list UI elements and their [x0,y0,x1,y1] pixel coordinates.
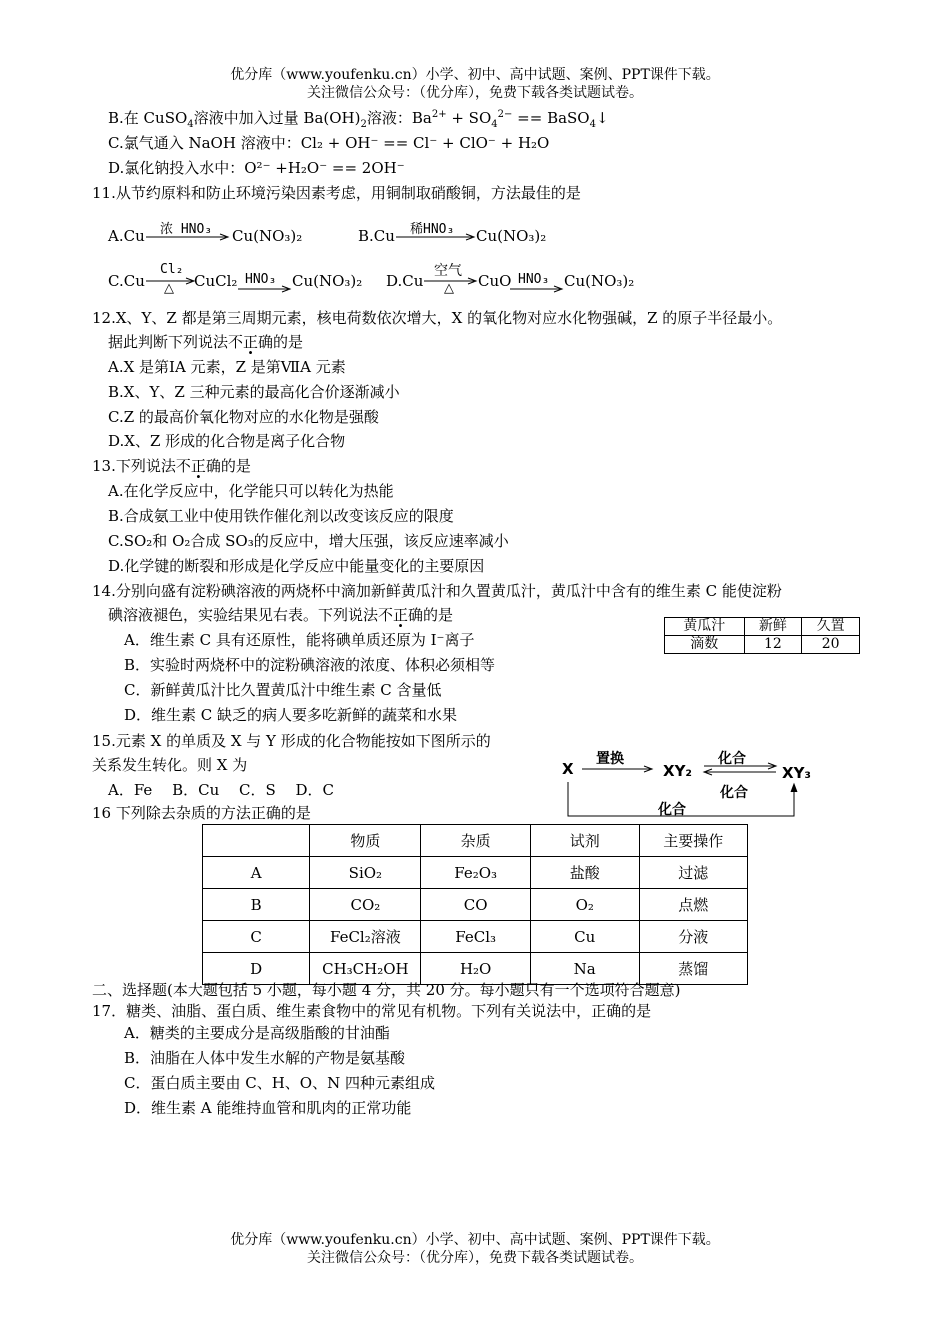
diagram-label-combine-mid: 化合 [720,785,748,801]
table-row [203,889,748,921]
q15-stem: 15.元素 X 的单质及 X 与 Y 形成的化合物能按如下图所示的 [92,732,491,750]
q16-stem: 16 下列除去杂质的方法正确的是 [92,804,311,822]
table-cell: CO [421,889,530,921]
page-footer-line1: 优分库（www.youfenku.cn）小学、初中、高中试题、案例、PPT课件下载。 [230,1232,720,1248]
q10-option-d: D.氯化钠投入水中：O²⁻ +H₂O⁻ == 2OH⁻ [108,159,405,177]
table-cell: Fe₂O₃ [421,857,530,889]
table-cell: D [203,953,310,985]
q14-option-b: B．实验时两烧杯中的淀粉碘溶液的浓度、体积必须相等 [124,656,496,674]
diagram-label-combine-top: 化合 [718,751,746,767]
q11-b-reagent: 稀HNO₃ [410,222,455,237]
q15-stem-line2: 关系发生转化。则 X 为 [92,756,248,774]
q11-d-arrow2-icon [510,284,564,294]
table-header-cell: 杂质 [421,825,530,857]
q11-c-reagent: Cl₂ [160,262,184,277]
section-two-heading: 二、选择题(本大题包括 5 小题，每小题 4 分，共 20 分。每小题只有一个选项符合题意) [92,981,681,999]
diagram-label-replace: 置换 [596,751,624,767]
q11-d-reagent: 空气 [434,263,462,279]
page-header-line2: 关注微信公众号：（优分库），免费下载各类试题试卷。 [307,85,643,101]
q16-table [202,824,748,985]
table-cell: 滴数 [665,636,745,654]
table-header-cell: 物质 [310,825,421,857]
table-cell: Na [530,953,639,985]
q17-option-b: B．油脂在人体中发生水解的产物是氨基酸 [124,1049,406,1067]
q12-option-c: C.Z 的最高价氧化物对应的水化物是强酸 [108,408,379,426]
table-cell: 黄瓜汁 [665,618,745,636]
table-cell: 盐酸 [530,857,639,889]
q12-option-a: A.X 是第ⅠA 元素，Z 是第ⅦA 元素 [108,358,346,376]
q11-a-arrow-icon [146,232,230,242]
q11-c-heat: △ [164,281,174,296]
table-header-cell [203,825,310,857]
q13-option-a: A.在化学反应中，化学能只可以转化为热能 [108,482,394,500]
q11-a-start: A.Cu [108,227,145,245]
q12-option-b: B.X、Y、Z 三种元素的最高化合价逐渐减小 [108,383,400,401]
table-cell: B [203,889,310,921]
q14-results-table [664,617,860,654]
diagram-node-x: X [562,760,574,778]
q13-stem: 13.下列说法不正确的是 [92,457,251,475]
q11-c-mid: CuCl₂ [194,272,238,290]
q11-a-reagent: 浓 HNO₃ [160,222,213,237]
diagram-node-xy2: XY₂ [663,762,692,780]
table-row [203,857,748,889]
diagram-arrows-icon [560,760,810,820]
diagram-label-combine-bottom: 化合 [658,802,686,818]
table-cell: 12 [744,636,802,654]
q13-option-c: C.SO₂和 O₂合成 SO₃的反应中，增大压强，该反应速率减小 [108,532,509,550]
table-cell: FeCl₃ [421,921,530,953]
q11-c-reagent2: HNO₃ [245,272,277,287]
table-row [665,618,860,636]
table-header-cell: 主要操作 [639,825,747,857]
q14-stem: 14.分别向盛有淀粉碘溶液的两烧杯中滴加新鲜黄瓜汁和久置黄瓜汁，黄瓜汁中含有的维生素 C 能使淀粉 [92,582,782,600]
q14-option-d: D．维生素 C 缺乏的病人要多吃新鲜的蔬菜和水果 [124,706,458,724]
table-cell: 20 [802,636,860,654]
q11-stem: 11.从节约原料和防止环境污染因素考虑，用铜制取硝酸铜，方法最佳的是 [92,184,581,202]
q14-option-c: C．新鲜黄瓜汁比久置黄瓜汁中维生素 C 含量低 [124,681,442,699]
q12-stem-line2: 据此判断下列说法不正确的是 [108,333,304,351]
q11-b-arrow-icon [396,232,476,242]
page-footer-line2: 关注微信公众号：（优分库），免费下载各类试题试卷。 [307,1250,643,1266]
table-cell: 久置 [802,618,860,636]
table-cell: CH₃CH₂OH [310,953,421,985]
table-cell: Cu [530,921,639,953]
q17-stem: 17．糖类、油脂、蛋白质、维生素食物中的常见有机物。下列有关说法中，正确的是 [92,1002,652,1020]
q11-a-end: Cu(NO₃)₂ [232,227,303,245]
q12-stem: 12.X、Y、Z 都是第三周期元素，核电荷数依次增大，X 的氧化物对应水化物强碱，Z 的原子半径最小。 [92,309,783,327]
q13-option-d: D.化学键的断裂和形成是化学反应中能量变化的主要原因 [108,557,485,575]
q11-d-heat: △ [444,281,454,296]
q17-option-a: A．糖类的主要成分是高级脂酸的甘油酯 [124,1024,390,1042]
down-arrow-icon: ↓ [595,109,609,127]
q11-d-reagent2: HNO₃ [518,272,550,287]
q17-option-d: D．维生素 A 能维持血管和肌肉的正常功能 [124,1099,412,1117]
table-row [203,825,748,857]
q11-c-end: Cu(NO₃)₂ [292,272,363,290]
q10-option-b: B.在 CuSO$_4$溶液中加入过量 $Ba(OH)_2$溶液：$Ba^{2+} + SO_4^{2-}$ == BaSO$_4$↓ [108,109,609,130]
table-cell: H₂O [421,953,530,985]
q11-c-arrow2-icon [238,284,292,294]
table-cell: A [203,857,310,889]
q11-d-start: D.Cu [386,272,424,290]
table-cell: 点燃 [639,889,747,921]
table-row [203,921,748,953]
q11-b-end: Cu(NO₃)₂ [476,227,547,245]
table-cell: 新鲜 [744,618,802,636]
table-cell: SiO₂ [310,857,421,889]
q14-stem-line2: 碘溶液褪色，实验结果见右表。下列说法不正确的是 [108,606,454,624]
diagram-node-xy3: XY₃ [782,764,811,782]
table-row [665,636,860,654]
table-cell: 蒸馏 [639,953,747,985]
q11-c-start: C.Cu [108,272,145,290]
q11-b-start: B.Cu [358,227,395,245]
table-cell: O₂ [530,889,639,921]
q11-d-end: Cu(NO₃)₂ [564,272,635,290]
q11-d-mid: CuO [478,272,512,290]
table-cell: 过滤 [639,857,747,889]
q14-option-a: A．维生素 C 具有还原性，能将碘单质还原为 I⁻离子 [124,631,475,649]
q10-option-c: C.氯气通入 NaOH 溶液中：Cl₂ + OH⁻ == Cl⁻ + ClO⁻ + H₂O [108,134,550,152]
q15-options: A．Fe B．Cu C．S D．C [108,781,335,799]
table-cell: 分液 [639,921,747,953]
q12-option-d: D.X、Z 形成的化合物是离子化合物 [108,432,346,450]
table-cell: FeCl₂溶液 [310,921,421,953]
table-cell: CO₂ [310,889,421,921]
q13-option-b: B.合成氨工业中使用铁作催化剂以改变该反应的限度 [108,507,454,525]
table-cell: C [203,921,310,953]
page-header-line1: 优分库（www.youfenku.cn）小学、初中、高中试题、案例、PPT课件下载。 [230,67,720,83]
table-header-cell: 试剂 [530,825,639,857]
q17-option-c: C．蛋白质主要由 C、H、O、N 四种元素组成 [124,1074,435,1092]
